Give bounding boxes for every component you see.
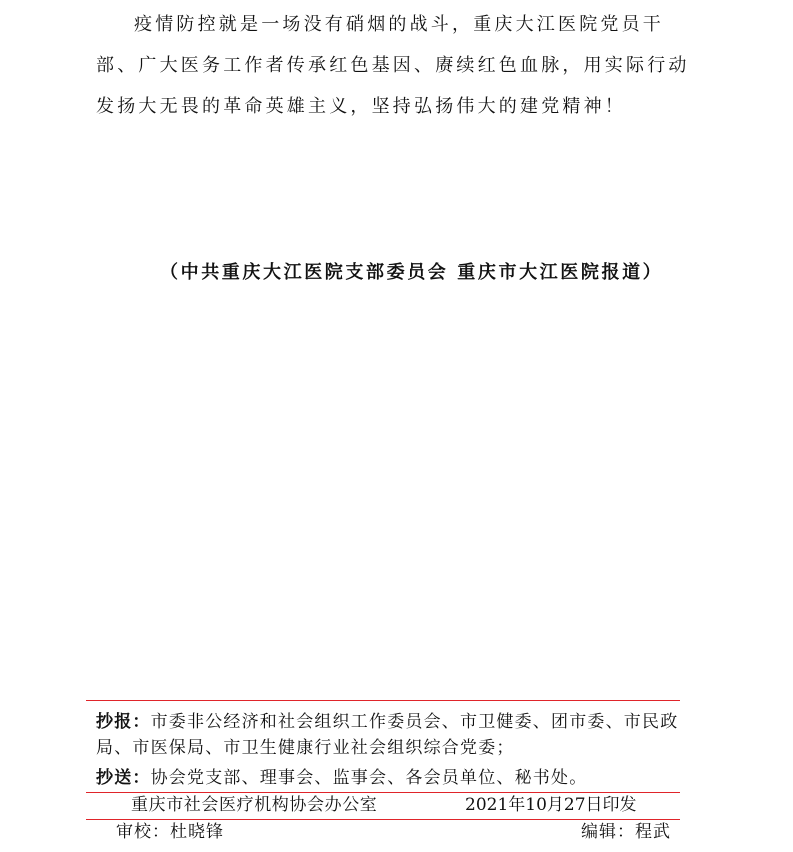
send-recipients: 协会党支部、理事会、监事会、各会员单位、秘书处。 xyxy=(150,768,588,788)
report-signature: （中共重庆大江医院支部委员会 重庆市大江医院报道） xyxy=(160,262,664,283)
reviewer-credit: 审校：杜晓锋 xyxy=(116,822,224,842)
cc-block xyxy=(96,709,692,761)
issue-date: 2021年10月27日印发 xyxy=(465,795,637,815)
send-label: 抄送： xyxy=(96,768,151,788)
footer-divider-top xyxy=(86,700,680,701)
send-block xyxy=(96,765,692,791)
issuing-office: 重庆市社会医疗机构协会办公室 xyxy=(131,795,378,815)
cc-label: 抄报： xyxy=(96,712,151,732)
body-paragraph: 疫情防控就是一场没有硝烟的战斗，重庆大江医院党员干部、广大医务工作者传承红色基因、赓续红色血脉，用实际行动发扬大无畏的革命英雄主义，坚持弘扬伟大的建党精神！ xyxy=(96,14,690,117)
editor-credit: 编辑：程武 xyxy=(581,822,671,842)
cc-recipients: 市委非公经济和社会组织工作委员会、市卫健委、团市委、市民政局、市医保局、市卫生健康行业社会组织综合党委； xyxy=(96,712,679,758)
